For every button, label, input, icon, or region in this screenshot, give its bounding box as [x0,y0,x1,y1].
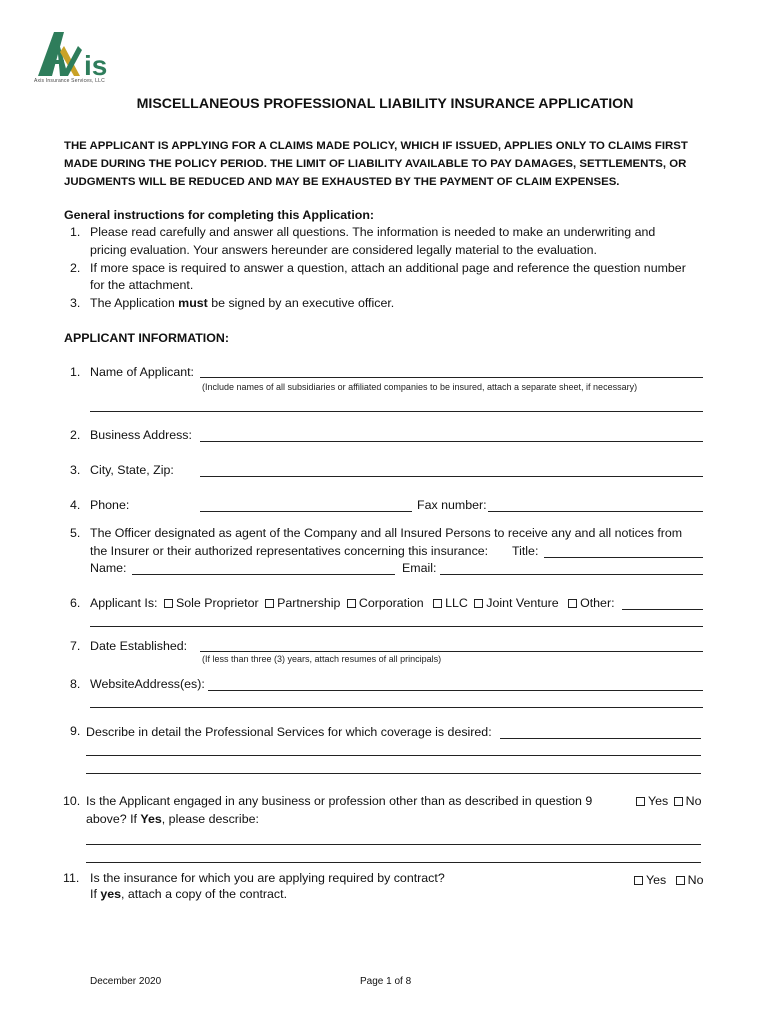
other-business-field-line-2[interactable] [86,862,701,863]
q10-line-2-pre: above? If [86,812,141,826]
corporation-label: Corporation [358,596,424,610]
q10-line-2 [86,811,259,828]
logo-subtitle: Axis Insurance Services, LLC [34,78,105,84]
instruction-number-1: 1. [70,225,81,239]
q6-label: Applicant Is: [90,596,158,610]
q8-label: WebsiteAddress(es): [90,677,205,691]
q10-number: 10. [63,794,81,808]
website-field[interactable] [208,690,703,691]
sole-proprietor-label: Sole Proprietor [175,596,259,610]
claims-made-warning [64,137,688,191]
website-field-line-2[interactable] [90,707,703,708]
officer-name-label: Name: [90,561,127,575]
q11-yes-checkbox[interactable] [634,876,643,885]
llc-checkbox[interactable] [433,599,442,608]
other-entity-field[interactable] [622,609,703,610]
q11-number: 11. [63,871,80,885]
officer-name-field[interactable] [132,574,395,575]
q11-yes-label: Yes [646,873,667,887]
other-checkbox[interactable] [568,599,577,608]
services-field-line-2[interactable] [86,755,701,756]
partnership-checkbox[interactable] [265,599,274,608]
date-established-field[interactable] [200,651,703,652]
warning-line-1: THE APPLICANT IS APPLYING FOR A CLAIMS MADE POLICY, WHICH IF ISSUED, APPLIES ONLY TO CLAIMS FIRST [64,140,688,152]
instruction-number-3: 3. [70,296,81,310]
q7-note: (If less than three (3) years, attach resumes of all principals) [202,654,442,664]
corporation-checkbox[interactable] [347,599,356,608]
joint-venture-label: Joint Venture [486,596,559,610]
q8-number: 8. [70,677,81,691]
fax-field[interactable] [488,511,703,512]
officer-email-label: Email: [402,561,437,575]
q10-line-2-post: , please describe: [161,812,259,826]
page-title: MISCELLANEOUS PROFESSIONAL LIABILITY INSURANCE APPLICATION [136,96,634,112]
partnership-label: Partnership [277,596,341,610]
q11-line-2-post: , attach a copy of the contract. [121,887,288,901]
q2-number: 2. [70,428,81,442]
instruction-3 [90,295,394,312]
q11-line-1: Is the insurance for which you are applying required by contract? [90,871,445,885]
q4-label: Phone: [90,498,130,512]
q11-line-2-pre: If [90,887,101,901]
q11-line-2 [90,886,287,903]
applicant-name-field[interactable] [200,377,703,378]
q3-label: City, State, Zip: [90,463,174,477]
q5-number: 5. [70,526,81,540]
officer-title-label: Title: [512,544,539,558]
joint-venture-checkbox[interactable] [474,599,483,608]
q4-number: 4. [70,498,81,512]
warning-line-3: JUDGMENTS WILL BE REDUCED AND MAY BE EXHAUSTED BY THE PAYMENT OF CLAIM EXPENSES. [64,176,620,188]
services-field[interactable] [500,738,701,739]
svg-text:is: is [84,50,108,81]
instruction-1-line-1: Please read carefully and answer all questions. The information is needed to make an underwriting and [90,225,656,239]
entity-type-field-line-2[interactable] [90,626,703,627]
q10-yes-checkbox[interactable] [636,797,645,806]
section-heading: APPLICANT INFORMATION: [64,331,229,345]
q10-yes-label: Yes [648,794,669,808]
q11-options [634,872,704,889]
officer-title-field[interactable] [544,557,703,558]
q1-label: Name of Applicant: [90,365,195,379]
sole-proprietor-checkbox[interactable] [164,599,173,608]
phone-field[interactable] [200,511,412,512]
q11-no-label: No [687,873,704,887]
q3-number: 3. [70,463,81,477]
instruction-number-2: 2. [70,261,81,275]
q11-line-2-bold: yes [100,887,122,901]
other-label: Other: [580,596,615,610]
q10-line-1: Is the Applicant engaged in any business or profession other than as described in question 9 [86,794,593,808]
instructions-heading: General instructions for completing this Application: [64,208,375,222]
instruction-3-pre: The Application [90,296,179,310]
q11-no-checkbox[interactable] [676,876,685,885]
q5-line-1: The Officer designated as agent of the Company and all Insured Persons to receive any and all notices from [90,526,683,540]
q10-no-checkbox[interactable] [674,797,683,806]
instruction-2-line-2: for the attachment. [90,278,194,292]
services-field-line-3[interactable] [86,773,701,774]
q6-number: 6. [70,596,81,610]
q10-no-label: No [685,794,702,808]
instruction-1-line-2: pricing evaluation. Your answers hereunder are considered legally material to the evaluation. [90,243,597,257]
city-state-zip-field[interactable] [200,476,703,477]
officer-email-field[interactable] [440,574,703,575]
applicant-name-field-line-2[interactable] [90,411,703,412]
q9-number: 9. [70,724,81,738]
q7-number: 7. [70,639,81,653]
q1-note: (Include names of all subsidiaries or affiliated companies to be insured, attach a separate sheet, if necessary) [202,382,638,392]
q5-line-2: the Insurer or their authorized representatives concerning this insurance: [90,544,489,558]
q2-label: Business Address: [90,428,192,442]
axis-logo-mark [34,26,124,84]
q9-label: Describe in detail the Professional Services for which coverage is desired: [86,725,492,739]
footer-date: December 2020 [90,976,162,987]
llc-label: LLC [445,596,468,610]
instruction-3-bold: must [178,296,208,310]
q1-number: 1. [70,365,81,379]
instruction-3-post: be signed by an executive officer. [207,296,395,310]
fax-label: Fax number: [417,498,487,512]
other-business-field[interactable] [86,844,701,845]
q10-line-2-bold: Yes [140,812,162,826]
instruction-2-line-1: If more space is required to answer a question, attach an additional page and reference the question number [90,261,686,275]
footer-page-number: Page 1 of 8 [360,976,412,987]
q6-row [90,595,615,612]
warning-line-2: MADE DURING THE POLICY PERIOD. THE LIMIT OF LIABILITY AVAILABLE TO PAY DAMAGES, SETTLEMENTS, OR [64,158,687,170]
q10-options [636,793,702,810]
business-address-field[interactable] [200,441,703,442]
company-logo [34,26,124,84]
q7-label: Date Established: [90,639,188,653]
